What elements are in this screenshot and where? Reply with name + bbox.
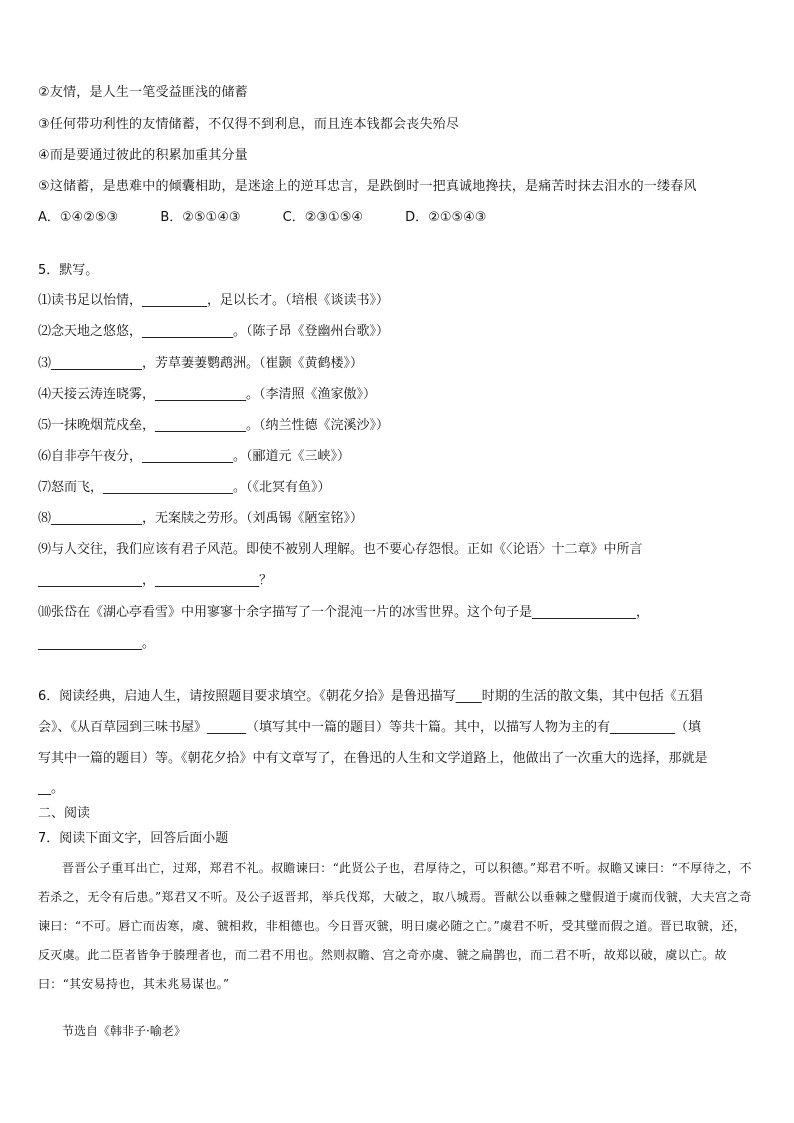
q7-title: 7．阅读下面文字，回答后面小题 <box>38 831 229 846</box>
q4-sentence-5: ⑤这储蓄，是患难中的倾囊相助，是迷途上的逆耳忠言，是跌倒时一把真诚地搀扶，是痛苦时抹去泪水的一缕春风 <box>38 179 697 194</box>
q5-item-3: ⑶______________，芳草萋萋鹦鹉洲。（崔颢《黄鹤楼》） <box>38 356 364 371</box>
q5-item-9-blanks: ________________，________________？ <box>38 573 273 588</box>
q4-sentence-3: ③任何带功利性的友情储蓄，不仅得不到利息，而且连本钱都会丧失殆尽 <box>38 117 460 132</box>
choice-d: D．②①⑤④③ <box>405 210 487 225</box>
choice-c: C．②③①⑤④ <box>282 210 364 225</box>
q6-line-4: __。 <box>38 781 65 796</box>
q6-line-1: 6．阅读经典，启迪人生，请按照题目要求填空。《朝花夕拾》是鲁迅描写____时期的生活的散文集，其中包括《五猖 <box>38 689 703 704</box>
q5-item-1: ⑴读书足以怡情，__________，足以长才。（培根《谈读书》） <box>38 293 390 308</box>
q5-item-9: ⑼与人交往，我们应该有君子风范。即使不被别人理解。也不要心存怨恨。正如《〈论语〉十二章》中所言 <box>38 542 643 557</box>
q6-line-3: 写其中一篇的题目）等。《朝花夕拾》中有文章写了，在鲁迅的人生和文学道路上，他做出了一次重大的选择，那就是 <box>38 751 708 766</box>
q5-item-7: ⑺怒而飞，____________________。（《北冥有鱼》） <box>38 480 331 495</box>
q5-item-8: ⑻______________，无案牍之劳形。（刘禹锡《陋室铭》） <box>38 511 364 526</box>
passage-source: 节选自《韩非子·喻老》 <box>62 1024 186 1038</box>
q6-line-2: 会》、《从百草园到三味书屋》______（填写其中一篇的题目）等共十篇。其中，以描写人物为主的有__________（填 <box>38 720 702 735</box>
q4-answer-choices <box>38 209 524 227</box>
q5-item-6: ⑹自非亭午夜分，______________。（郦道元《三峡》） <box>38 449 351 464</box>
q4-sentence-4: ④而是要通过彼此的积累加重其分量 <box>38 148 248 163</box>
q5-title: 5．默写。 <box>38 263 99 278</box>
q4-sentence-2: ②友情，是人生一笔受益匪浅的储蓄 <box>38 85 248 100</box>
section-heading-reading: 二、阅读 <box>38 806 91 821</box>
q5-item-5: ⑸一抹晚烟荒戍垒，______________。（纳兰性德《浣溪沙》） <box>38 418 390 433</box>
q5-item-10-blank: ________________。 <box>38 636 156 651</box>
choice-b: B．②⑤①④③ <box>160 210 241 225</box>
choice-a: A．①④②⑤③ <box>38 210 119 225</box>
q5-item-2: ⑵念天地之悠悠，______________。（陈子昂《登幽州台歌》） <box>38 324 390 339</box>
q5-item-4: ⑷天接云涛连晓雾，______________。（李清照《渔家傲》） <box>38 387 377 402</box>
q5-item-10: ⑽张岱在《湖心亭看雪》中用寥寥十余字描写了一个混沌一片的冰雪世界。这个句子是________________， <box>38 605 650 620</box>
classical-passage: 晋晋公子重耳出亡，过郑，郑君不礼。叔瞻谏曰：“此贤公子也，君厚待之，可以积德。”郑君不听。叔瞻又谏曰：“不厚待之，不若杀之，无令有后患。”郑君又不听。及公子返晋邦，举兵伐郑，大破之，取八城焉。晋献公以垂棘之璧假道于虞而伐虢，大夫宫之奇谏曰：“不可。唇亡而齿寒，虞、虢相救，非相德也。今日晋灭虢，明日虞必随之亡。”虞君不听，受其璧而假之道。晋已取虢，还，反灭虞。此二臣者皆争于腠理者也，而二君不用也。然则叔瞻、宫之奇亦虞、虢之扁鹊也，而二君不听，故郑以破，虞以亡。故曰：“其安易持也，其未兆易谋也。” <box>38 861 752 991</box>
